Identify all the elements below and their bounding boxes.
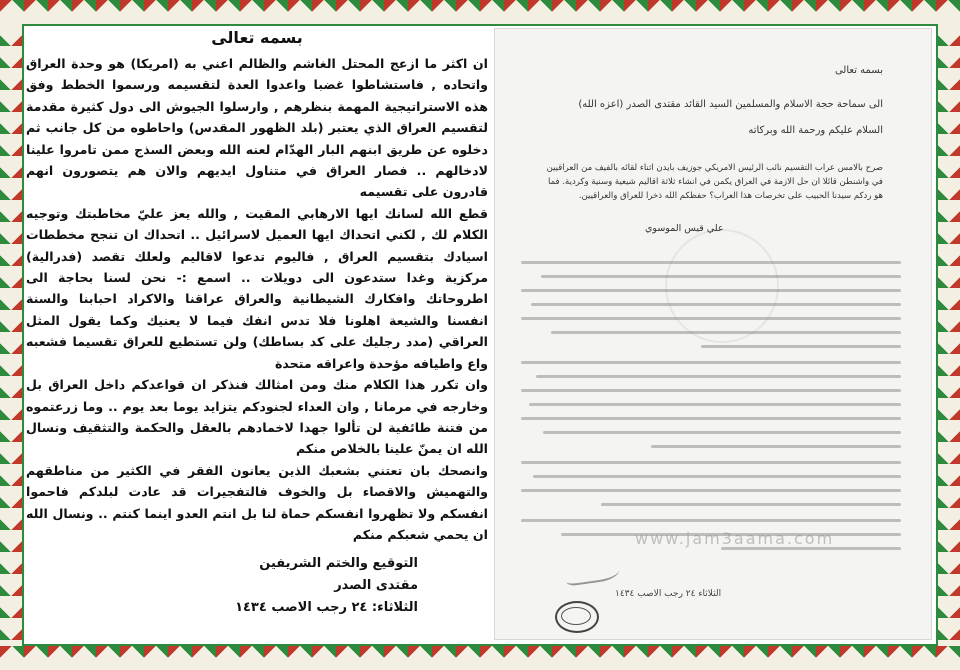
seal-inner-icon bbox=[561, 607, 591, 625]
handwriting-line bbox=[551, 331, 901, 334]
handwriting-line bbox=[601, 503, 901, 506]
statement-paragraph-1: ان اكثر ما ازعج المحتل الغاشم والظالم اعني به (امريكا) هو وحدة العراق واتحاده , فاستشاطوا غضبا واعدوا العدة لتقسيمه ورسموا الخطط وفق هذه الاستراتيجية المهمة بنظرهم , وارسلوا الجيوش الى دول كثيرة مقدمة لتقسيم العراق الذي يعتبر (بلد الظهور المقدس) واحاطوه من كل جانب ثم دخلوه عن طريق ابنهم البار الهدّام لعنه الله وبعض السذج ممن تامروا علينا لادخالهم .. فصار العراق في متناول ايديهم والان هم يتصورون انهم قادرون على تقسيمه bbox=[26, 56, 488, 200]
handwritten-signature-icon bbox=[564, 555, 621, 586]
decorative-border-left bbox=[0, 24, 24, 646]
handwriting-line bbox=[533, 475, 901, 478]
handwriting-line bbox=[543, 431, 901, 434]
handwriting-line bbox=[651, 445, 901, 448]
handwriting-line bbox=[529, 403, 901, 406]
faint-emblem-icon bbox=[665, 229, 779, 343]
handwriting-line bbox=[541, 275, 901, 278]
handwritten-date: الثلاثاء ٢٤ رجب الاصب ١٤٣٤ bbox=[615, 589, 722, 599]
handwriting-line bbox=[536, 375, 901, 378]
statement-paragraph-3: وان تكرر هذا الكلام منك ومن امثالك فنذكر ان قواعدكم داخل العراق بل وخارجه في مرمانا , وان العداء لجنودكم يتزايد يوما بعد يوم .. وما زرعتموه من فتنة طائفية لن تألوا جهدا لاخمادهم بالعقل والحكمة والتثقيف ونسال الله ان يمنّ علينا بالخلاص منكم bbox=[26, 377, 488, 457]
handwriting-line bbox=[521, 289, 901, 292]
site-watermark: www.jam3aama.com bbox=[635, 529, 835, 548]
scan-author: علي قيس الموسوي bbox=[645, 223, 724, 234]
scan-basmala: بسمه تعالى bbox=[834, 65, 883, 76]
basmala-heading: بسمه تعالى bbox=[211, 28, 303, 47]
decorative-border-right bbox=[936, 24, 960, 646]
decorative-border-bottom bbox=[0, 644, 960, 670]
handwriting-line bbox=[521, 489, 901, 492]
handwriting-line bbox=[521, 317, 901, 320]
statement-paragraph-2: قطع الله لسانك ايها الارهابي المقيت , والله يعز عليّ مخاطبتك وتوجيه الكلام لك , لكني اتحداك ايها العميل لاسرائيل .. اتحداك ان تنجح مخططات اسيادك بتقسيم العراق , فاليوم تدعوا لاقاليم ولعلك تقصد (فدرالية) مركزية وغدا ستدعون الى دويلات .. اسمع :- نحن لسنا بحاجة الى اطروحاتك وافكارك الشيطانية والعراق عراقنا والاكراد احبابنا والسنة انفسنا والشيعة اهلونا فلا تدس انفك فيما لا يعنيك وكما يقول المثل العراقي (مدد رجليك على كد بساطك) ولن تستطيع للعراق تقسيما فشعبه واع واطيافه مؤحدة واعراقه متحدة bbox=[26, 205, 488, 371]
scan-addressee: الى سماحة حجة الاسلام والمسلمين السيد القائد مقتدى الصدر (اعزه الله) bbox=[578, 99, 883, 110]
handwriting-line bbox=[701, 345, 901, 348]
handwriting-line bbox=[531, 303, 901, 306]
statement-date: الثلاثاء: ٢٤ رجب الاصب ١٤٣٤ bbox=[235, 600, 418, 616]
typed-statement bbox=[26, 28, 488, 640]
decorative-border-top bbox=[0, 0, 960, 26]
handwriting-line bbox=[521, 461, 901, 464]
scan-greeting: السلام عليكم ورحمة الله وبركاته bbox=[748, 125, 883, 136]
handwriting-line bbox=[521, 417, 901, 420]
scanned-document bbox=[494, 28, 932, 640]
signature-title: التوقيع والختم الشريفين bbox=[259, 556, 418, 572]
handwriting-line bbox=[521, 361, 901, 364]
handwriting-line bbox=[521, 519, 901, 522]
handwriting-line bbox=[521, 389, 901, 392]
statement-paragraph-4: وانصحك بان تعتني بشعبك الذين يعانون الفقر في الكثير من مناطقهم والتهميش والاقصاء بل والخوف فالتفجيرات قد عادت لبلدكم فاحموا انفسكم ولا تظهروا انفسكم حماة لنا بل انتم العدو اينما كنتم .. ونسال الله ان يحمي شعبكم منكم bbox=[26, 462, 488, 542]
scanned-document-content bbox=[495, 29, 931, 639]
signature-block bbox=[26, 553, 488, 619]
statement-body bbox=[26, 53, 488, 545]
scan-question: صرح بالامس عراب التقسيم نائب الرئيس الامريكي جوزيف بايدن اثناء لقائه بالفيف من العراقيين في واشنطن قائلا ان حل الازمة في العراق يكمن في انشاء ثلاثة اقاليم شيعية وسنية وكردية. فما هو ردكم سيدنا الحبيب على تخرصات هذا العراب؟ حفظكم الله ذخرا للعراق والعراقيين. bbox=[546, 163, 883, 201]
signature-name: مقتدى الصدر bbox=[334, 578, 418, 594]
handwriting-line bbox=[521, 261, 901, 264]
